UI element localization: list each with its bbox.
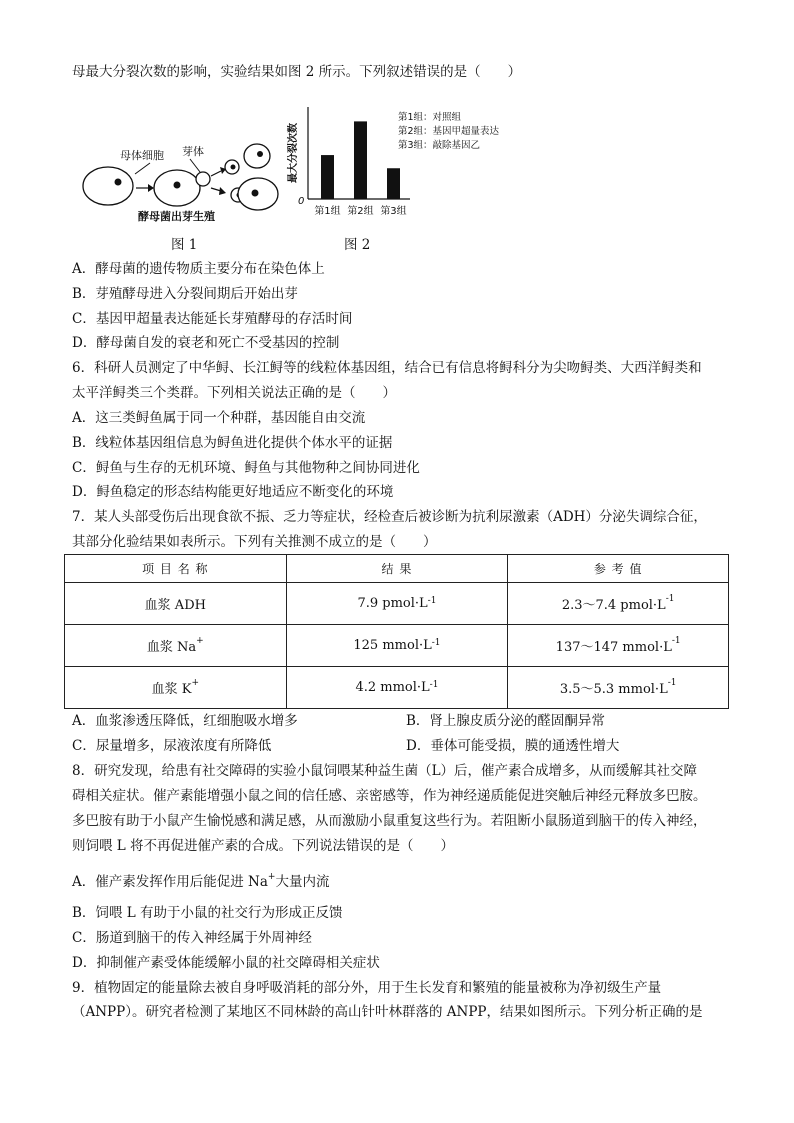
legend-entry-2: 第2组：基因甲超量表达 (398, 126, 500, 137)
q7-option-c: C．尿量增多，尿液浓度有所降低 (72, 738, 272, 754)
cell-result: 7.9 $pmol\cdot L^{-1}$ (286, 583, 508, 625)
q5-stem-tail: 母最大分裂次数的影响，实验结果如图 2 所示。下列叙述错误的是（ ） (72, 64, 522, 80)
table-row (65, 667, 729, 709)
q9-stem-line1: 9．植物固定的能量除去被自身呼吸消耗的部分外，用于生长发育和繁殖的能量被称为净初级生产量 (72, 980, 662, 996)
cell-item: 血浆 Na+ (65, 625, 287, 667)
q8-stem-line2: 碍相关症状。催产素能增强小鼠之间的信任感、亲密感等，作为神经递质能促进突触后神经元释放多巴胺。 (72, 788, 707, 804)
q8-option-b: B．饲喂 L 有助于小鼠的社交行为形成正反馈 (72, 905, 343, 921)
q5-option-b: B．芽殖酵母进入分裂间期后开始出芽 (72, 286, 298, 302)
q9-stem-line2: （ANPP）。研究者检测了某地区不同林龄的高山针叶林群落的 ANPP，结果如图所示。下列分析正确的是 (72, 1004, 703, 1020)
table-header-item: 项 目 名 称 (65, 555, 287, 583)
x-tick-label-1: 第1组 (314, 206, 341, 217)
bar-2 (354, 121, 367, 199)
q7-option-d: D．垂体可能受损，膜的通透性增大 (406, 738, 620, 754)
cell-result: 125 $mmol\cdot L^{-1}$ (286, 625, 508, 667)
label-mother-cell: 母体细胞 (120, 149, 164, 162)
q8-option-c: C．肠道到脑干的传入神经属于外周神经 (72, 930, 312, 946)
q6-option-b: B．线粒体基因组信息为鲟鱼进化提供个体水平的证据 (72, 435, 393, 451)
table-header-result: 结 果 (286, 555, 508, 583)
q5-option-a: A．酵母菌的遗传物质主要分布在染色体上 (72, 261, 325, 277)
x-tick-label-3: 第3组 (380, 206, 407, 217)
table-row (65, 625, 729, 667)
q7-stem-line2: 其部分化验结果如表所示。下列有关推测不成立的是（ ） (72, 534, 437, 550)
x-tick-label-2: 第2组 (347, 206, 374, 217)
q7-option-b: B．肾上腺皮质分泌的醛固酮异常 (406, 713, 605, 729)
q7-option-a: A．血浆渗透压降低，红细胞吸水增多 (72, 713, 298, 729)
legend-entry-3: 第3组：敲除基因乙 (398, 140, 481, 151)
q8-stem-line1: 8．研究发现，给患有社交障碍的实验小鼠饲喂某种益生菌（L）后，催产素合成增多，从而缓解其社交障 (72, 763, 698, 779)
q6-option-a: A．这三类鲟鱼属于同一个种群，基因能自由交流 (72, 410, 366, 426)
cell-item: 血浆 K+ (65, 667, 287, 709)
q6-stem-line1: 6．科研人员测定了中华鲟、长江鲟等的线粒体基因组，结合已有信息将鲟科分为尖吻鲟类、大西洋鲟类和 (72, 360, 702, 376)
q8-stem-line4: 则饲喂 L 将不再促进催产素的合成。下列说法错误的是（ ） (72, 838, 455, 854)
q6-option-c: C．鲟鱼与生存的无机环境、鲟鱼与其他物种之间协同进化 (72, 460, 420, 476)
figure2-caption: 图 2 (344, 237, 371, 253)
q6-stem-line2: 太平洋鲟类三个类群。下列相关说法正确的是（ ） (72, 385, 396, 401)
cell-item: 血浆 ADH (65, 583, 287, 625)
q8-stem-line3: 多巴胺有助于小鼠产生愉悦感和满足感，从而激励小鼠重复这些行为。若阻断小鼠肠道到脑干的传入神经， (72, 813, 707, 829)
q5-option-d: D．酵母菌自发的衰老和死亡不受基因的控制 (72, 335, 340, 351)
q5-option-c: C．基因甲超量表达能延长芽殖酵母的存活时间 (72, 311, 353, 327)
cell-reference: 2.3～7.4 $pmol\cdot L^{-1}$ (508, 583, 729, 625)
q6-option-d: D．鲟鱼稳定的形态结构能更好地适应不断变化的环境 (72, 484, 394, 500)
table-row (65, 583, 729, 625)
cell-reference: 137～147 $mmol\cdot L^{-1}$ (508, 625, 729, 667)
q7-stem-line1: 7．某人头部受伤后出现食欲不振、乏力等症状，经检查后被诊断为抗利尿激素（ADH）分泌失调综合征， (72, 509, 707, 525)
q8-option-a: A．催产素发挥作用后能促进 Na+大量内流 (72, 872, 330, 890)
bar-1 (321, 155, 334, 199)
bar-3 (387, 168, 400, 199)
chart-origin-label: 0 (298, 196, 305, 207)
figure1-caption: 图 1 (171, 237, 198, 253)
legend-entry-1: 第1组：对照组 (398, 112, 462, 123)
cell-reference: 3.5～5.3 $mmol\cdot L^{-1}$ (508, 667, 729, 709)
cell-result: 4.2 $mmol\cdot L^{-1}$ (286, 667, 508, 709)
table-header-row (65, 555, 729, 583)
chart-y-axis-label: 最大分裂次数 (288, 123, 299, 183)
label-bud: 芽体 (182, 145, 204, 158)
figure2-bar-chart (280, 103, 520, 223)
table-header-reference: 参 考 值 (508, 555, 729, 583)
figure1-budding-diagram (80, 138, 290, 224)
figure1-inner-caption: 酵母菌出芽生殖 (138, 210, 215, 223)
q8-option-d: D．抑制催产素受体能缓解小鼠的社交障碍相关症状 (72, 955, 380, 971)
lab-results-table (64, 554, 729, 709)
